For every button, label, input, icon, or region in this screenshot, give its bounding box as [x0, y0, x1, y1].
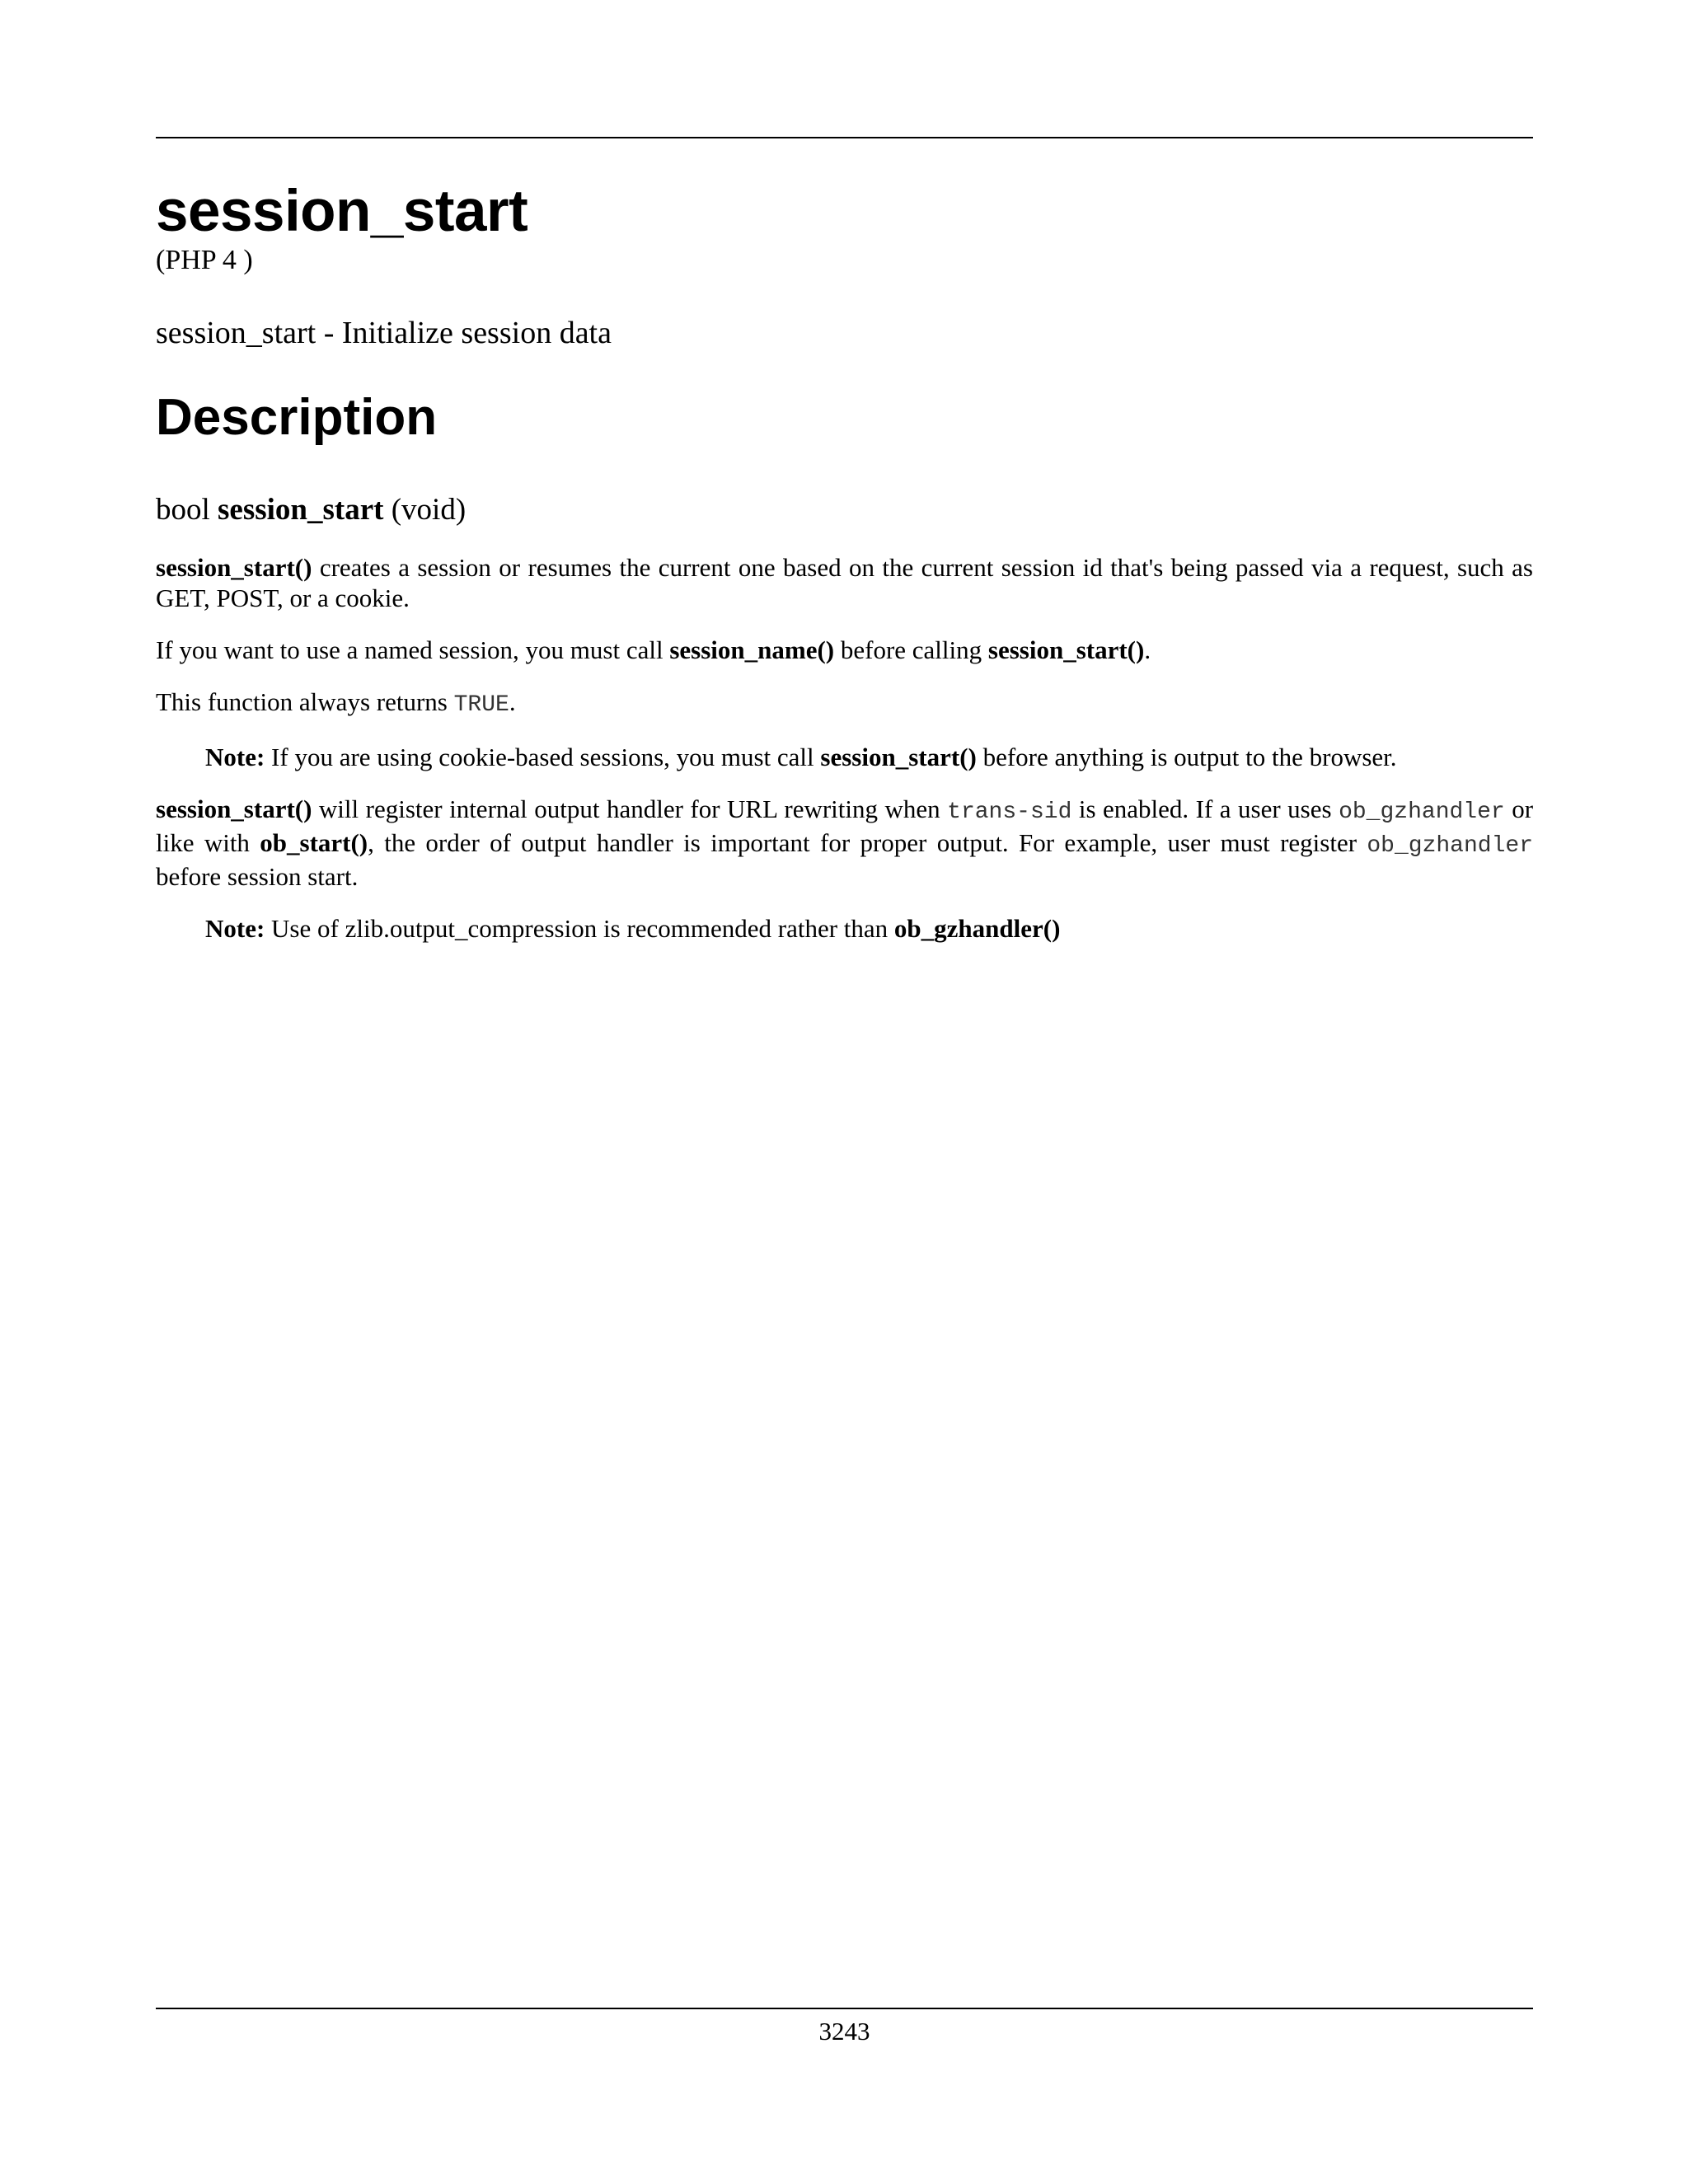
paragraph-return-value: [156, 687, 1533, 720]
paragraph-text: .: [509, 687, 516, 716]
function-synopsis: [156, 491, 1533, 529]
paragraph-text: will register internal output handler for URL rewriting when: [318, 794, 940, 823]
code-ob-gzhandler: ob_gzhandler: [1367, 832, 1533, 859]
note-cookie-sessions: [205, 742, 1484, 772]
footer-rule: [156, 2008, 1533, 2009]
function-name: session_start: [218, 492, 384, 527]
paragraph-text: before session start.: [156, 861, 359, 891]
function-ref: session_start(): [156, 794, 312, 823]
function-ref: ob_start(): [260, 827, 368, 857]
note-label: Note:: [205, 913, 265, 943]
function-ref: session_start(): [156, 552, 312, 582]
paragraph-text: .: [1144, 635, 1151, 664]
function-ref: session_name(): [669, 635, 835, 664]
return-type: bool: [156, 492, 210, 527]
paragraph-text: , the order of output handler is important for proper output. For example, user must register: [368, 827, 1357, 857]
header-rule: [156, 137, 1533, 138]
paragraph-text: or like with: [156, 794, 1534, 857]
refname-line: session_start - Initialize session data: [156, 316, 612, 351]
note-compression: [205, 913, 1484, 944]
paragraph-text: before calling: [840, 635, 982, 664]
note-text: If you are using cookie-based sessions, you must call: [271, 742, 814, 771]
function-ref: session_start(): [987, 635, 1145, 664]
function-params: (void): [391, 492, 467, 527]
paragraph-text: If you want to use a named session, you must call: [156, 635, 663, 664]
note-label: Note:: [205, 742, 265, 771]
reference-entry: [156, 181, 1533, 944]
code-trans-sid: trans-sid: [947, 799, 1072, 825]
paragraph-overview: [156, 552, 1533, 613]
paragraph-named-session: [156, 635, 1533, 665]
constant-true: TRUE: [453, 691, 509, 718]
function-ref: ob_gzhandler(): [893, 913, 1061, 943]
function-ref: session_start(): [820, 742, 977, 771]
paragraph-text: This function always returns: [156, 687, 448, 716]
description-heading: Description: [156, 388, 438, 446]
paragraph-output-handler: [156, 794, 1533, 892]
paragraph-text: creates a session or resumes the current one based on the current session id that's being passed via a request, such as GET, POST, or a cookie.: [156, 552, 1534, 612]
code-ob-gzhandler: ob_gzhandler: [1339, 799, 1505, 825]
note-text: Use of zlib.output_compression is recommended rather than: [271, 913, 889, 943]
note-text: before anything is output to the browser.: [982, 742, 1397, 771]
page-title: session_start: [156, 179, 528, 244]
page-number: 3243: [818, 2017, 870, 2046]
version-info: (PHP 4 ): [156, 244, 253, 275]
paragraph-text: is enabled. If a user uses: [1078, 794, 1332, 823]
